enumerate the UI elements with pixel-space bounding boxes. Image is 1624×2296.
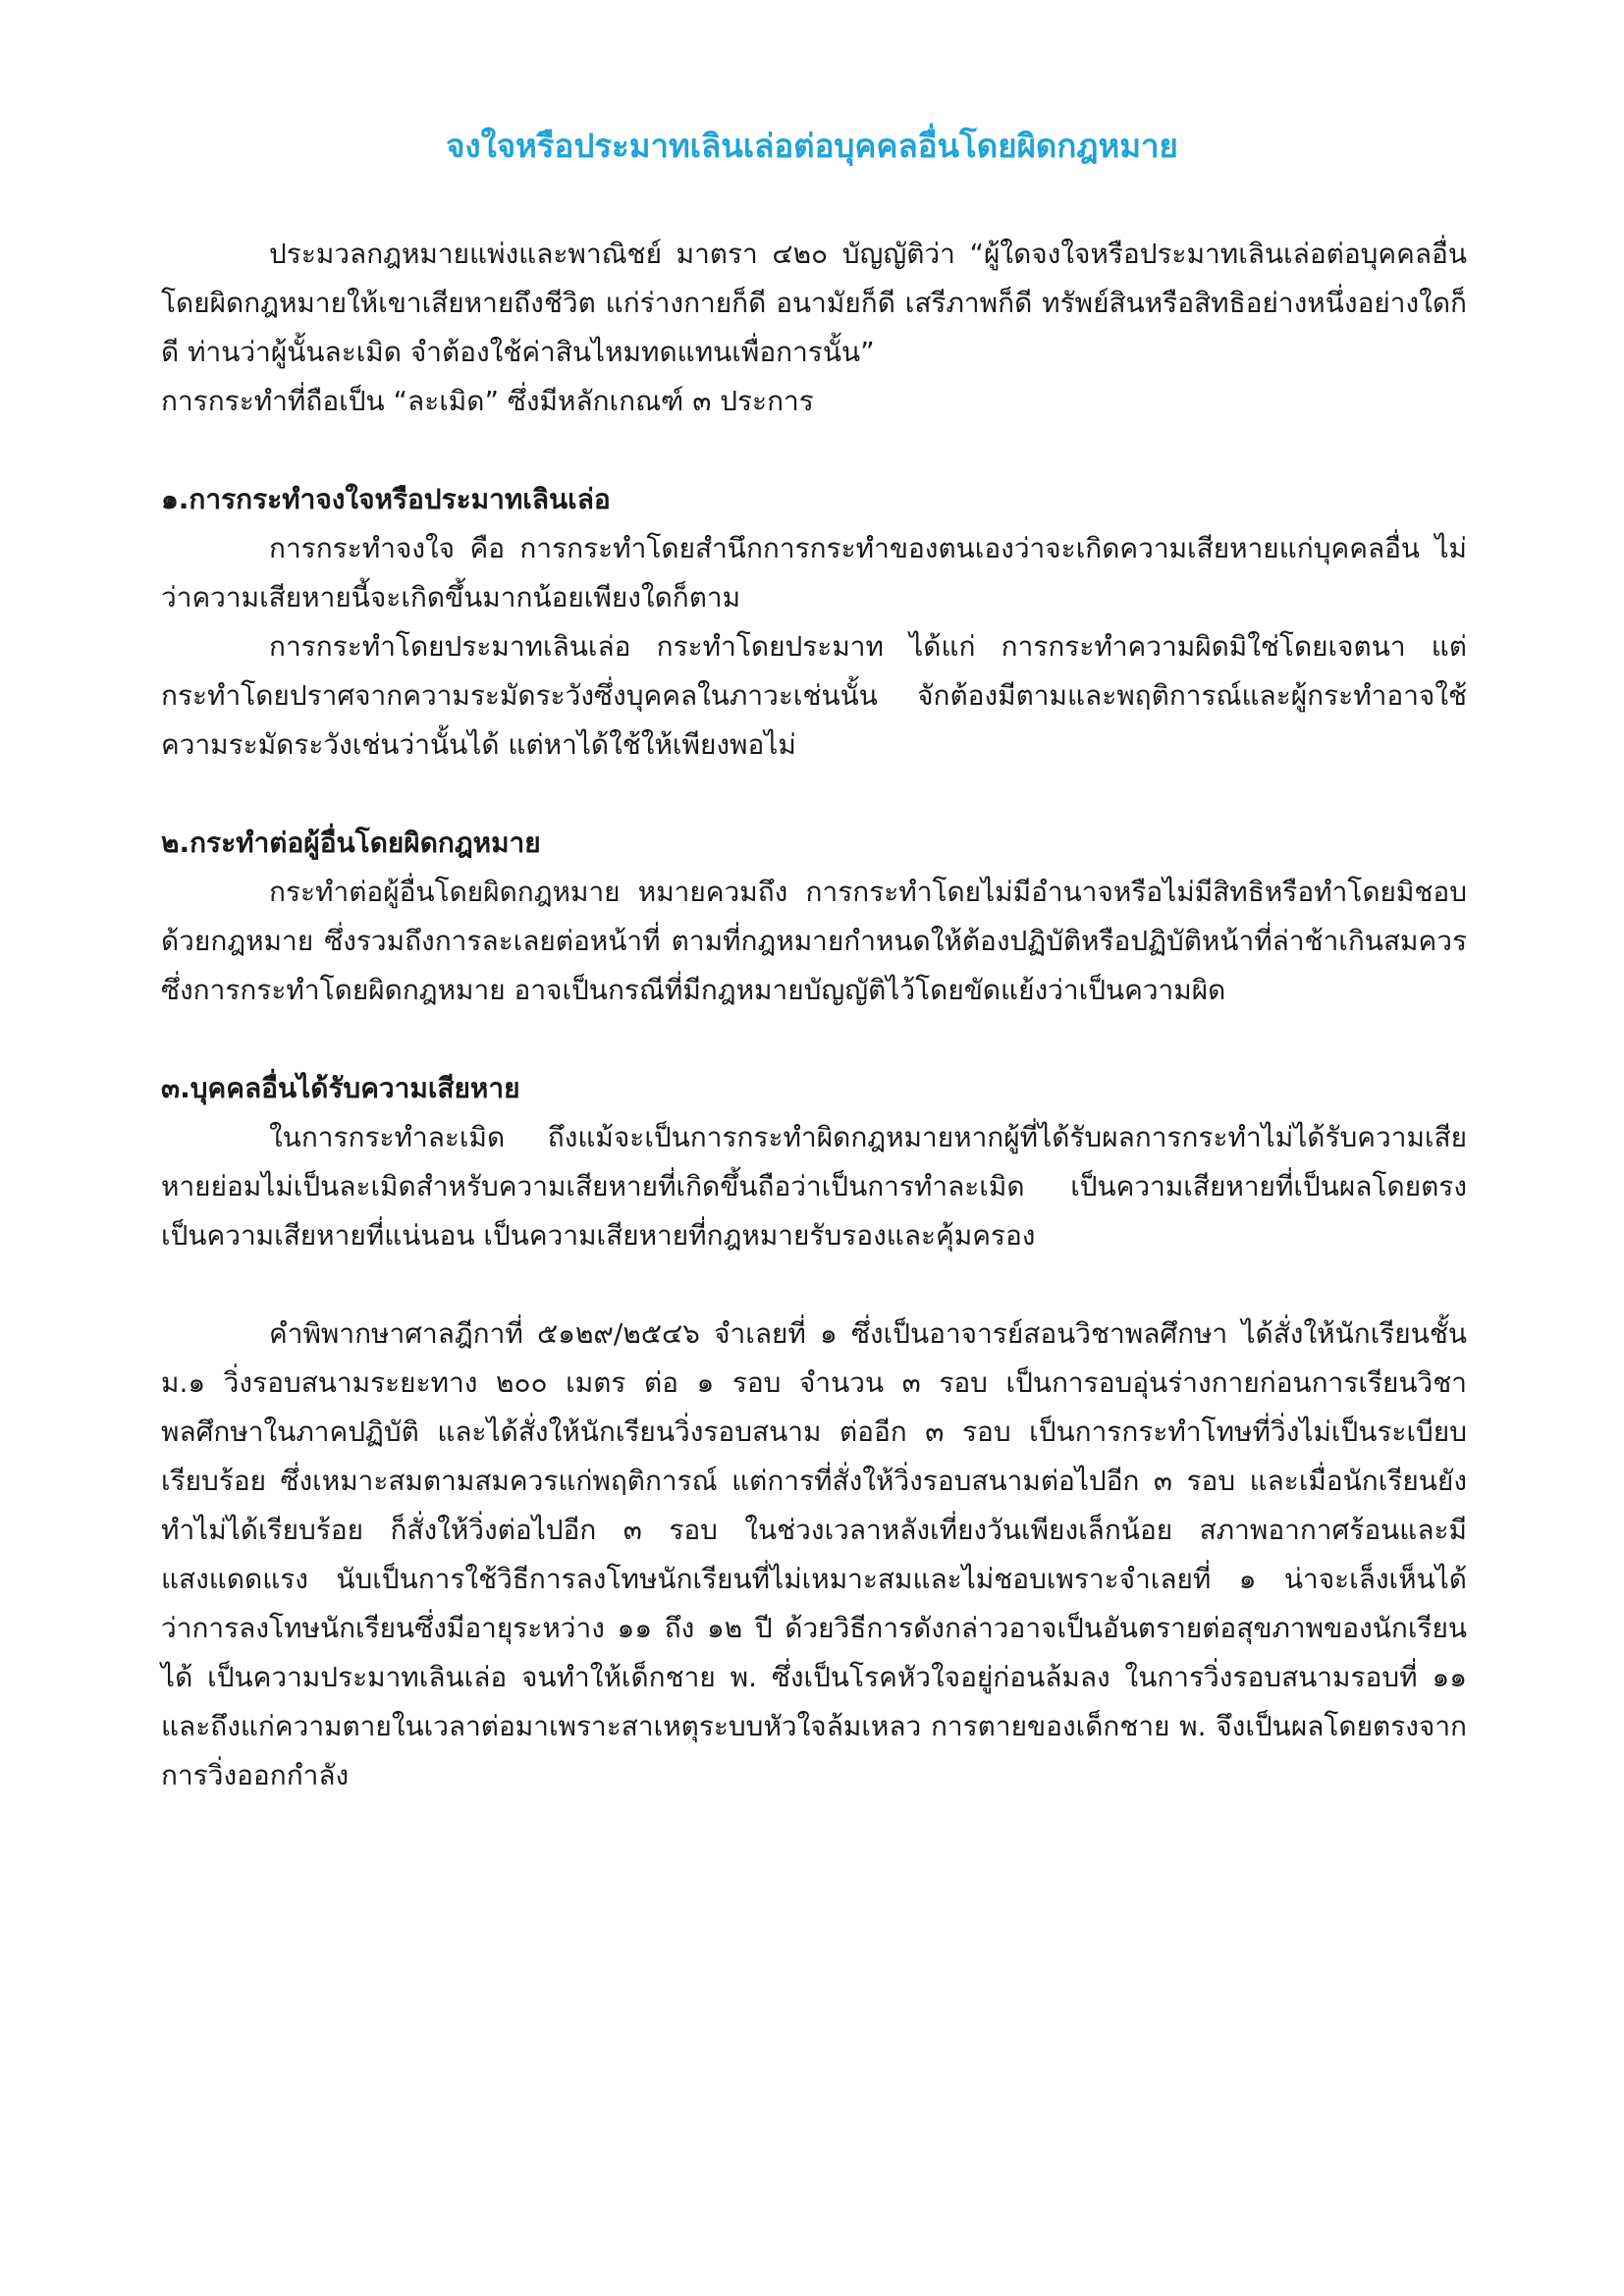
- section-heading-1: ๑.การกระทำจงใจหรือประมาทเลินเล่อ: [161, 483, 611, 515]
- section-1-paragraph-1: การกระทำจงใจ คือ การกระทำโดยสำนึกการกระทำของตนเองว่าจะเกิดความเสียหายแก่บุคคลอื่น ไม่ว่าความเสียหายนี้จะเกิดขึ้นมากน้อยเพียงใดก็ตาม: [161, 532, 1467, 614]
- section-3-paragraph-1: ในการกระทำละเมิด ถึงแม้จะเป็นการกระทำผิดกฎหมายหากผู้ที่ได้รับผลการกระทำไม่ได้รับความเสียหายย่อมไม่เป็นละเมิดสำหรับความเสียหายที่เกิดขึ้นถือว่าเป็นการทำละเมิด เป็นความเสียหายที่เป็นผลโดยตรง เป็นความเสียหายที่แน่นอน เป็นความเสียหายที่กฎหมายรับรองและคุ้มครอง: [161, 1121, 1467, 1252]
- document-body: [161, 230, 1467, 1800]
- section-1-paragraph-2: การกระทำโดยประมาทเลินเล่อ กระทำโดยประมาท ได้แก่ การกระทำความผิดมิใช่โดยเจตนา แต่กระทำโดยปราศจากความระมัดระวังซึ่งบุคคลในภาวะเช่นนั้น จักต้องมีตามและพฤติการณ์และผู้กระทำอาจใช้ความระมัดระวังเช่นว่านั้นได้ แต่หาได้ใช้ให้เพียงพอไม่: [161, 630, 1467, 761]
- intro-line: การกระทำที่ถือเป็น “ละเมิด” ซึ่งมีหลักเกณฑ์ ๓ ประการ: [161, 385, 814, 417]
- page-title: จงใจหรือประมาทเลินเล่อต่อบุคคลอื่นโดยผิดกฎหมาย: [446, 127, 1178, 165]
- case-paragraph: คำพิพากษาศาลฎีกาที่ ๕๑๒๙/๒๕๔๖ จำเลยที่ ๑ ซึ่งเป็นอาจารย์สอนวิชาพลศึกษา ได้สั่งให้นักเรียนชั้น ม.๑ วิ่งรอบสนามระยะทาง ๒๐๐ เมตร ต่อ ๑ รอบ จำนวน ๓ รอบ เป็นการอบอุ่นร่างกายก่อนการเรียนวิชาพลศึกษาในภาคปฏิบัติ และได้สั่งให้นักเรียนวิ่งรอบสนาม ต่ออีก ๓ รอบ เป็นการกระทำโทษที่วิ่งไม่เป็นระเบียบเรียบร้อย ซึ่งเหมาะสมตามสมควรแก่พฤติการณ์ แต่การที่สั่งให้วิ่งรอบสนามต่อไปอีก ๓ รอบ และเมื่อนักเรียนยังทำไม่ได้เรียบร้อย ก็สั่งให้วิ่งต่อไปอีก ๓ รอบ ในช่วงเวลาหลังเที่ยงวันเพียงเล็กน้อย สภาพอากาศร้อนและมีแสงแดดแรง นับเป็นการใช้วิธีการลงโทษนักเรียนที่ไม่เหมาะสมและไม่ชอบเพราะจำเลยที่ ๑ น่าจะเล็งเห็นได้ว่าการลงโทษนักเรียนซึ่งมีอายุระหว่าง ๑๑ ถึง ๑๒ ปี ด้วยวิธีการดังกล่าวอาจเป็นอันตรายต่อสุขภาพของนักเรียนได้ เป็นความประมาทเลินเล่อ จนทำให้เด็กชาย พ. ซึ่งเป็นโรคหัวใจอยู่ก่อนล้มลง ในการวิ่งรอบสนามรอบที่ ๑๑ และถึงแก่ความตายในเวลาต่อมาเพราะสาเหตุระบบหัวใจล้มเหลว การตายของเด็กชาย พ. จึงเป็นผลโดยตรงจากการวิ่งออกกำลัง: [161, 1317, 1467, 1791]
- section-heading-3: ๓.บุคคลอื่นได้รับความเสียหาย: [161, 1072, 520, 1104]
- section-heading-2: ๒.กระทำต่อผู้อื่นโดยผิดกฎหมาย: [161, 827, 541, 859]
- intro-paragraph: ประมวลกฎหมายแพ่งและพาณิชย์ มาตรา ๔๒๐ บัญญัติว่า “ผู้ใดจงใจหรือประมาทเลินเล่อต่อบุคคลอื่นโดยผิดกฎหมายให้เขาเสียหายถึงชีวิต แก่ร่างกายก็ดี อนามัยก็ดี เสรีภาพก็ดี ทรัพย์สินหรือสิทธิอย่างหนึ่งอย่างใดก็ดี ท่านว่าผู้นั้นละเมิด จำต้องใช้ค่าสินไหมทดแทนเพื่อการนั้น”: [161, 238, 1467, 368]
- section-2-paragraph-1: กระทำต่อผู้อื่นโดยผิดกฎหมาย หมายควมถึง การกระทำโดยไม่มีอำนาจหรือไม่มีสิทธิหรือทำโดยมิชอบด้วยกฎหมาย ซึ่งรวมถึงการละเลยต่อหน้าที่ ตามที่กฎหมายกำหนดให้ต้องปฏิบัติหรือปฏิบัติหน้าที่ล่าช้าเกินสมควร ซึ่งการกระทำโดยผิดกฎหมาย อาจเป็นกรณีที่มีกฎหมายบัญญัติไว้โดยขัดแย้งว่าเป็นความผิด: [161, 876, 1467, 1006]
